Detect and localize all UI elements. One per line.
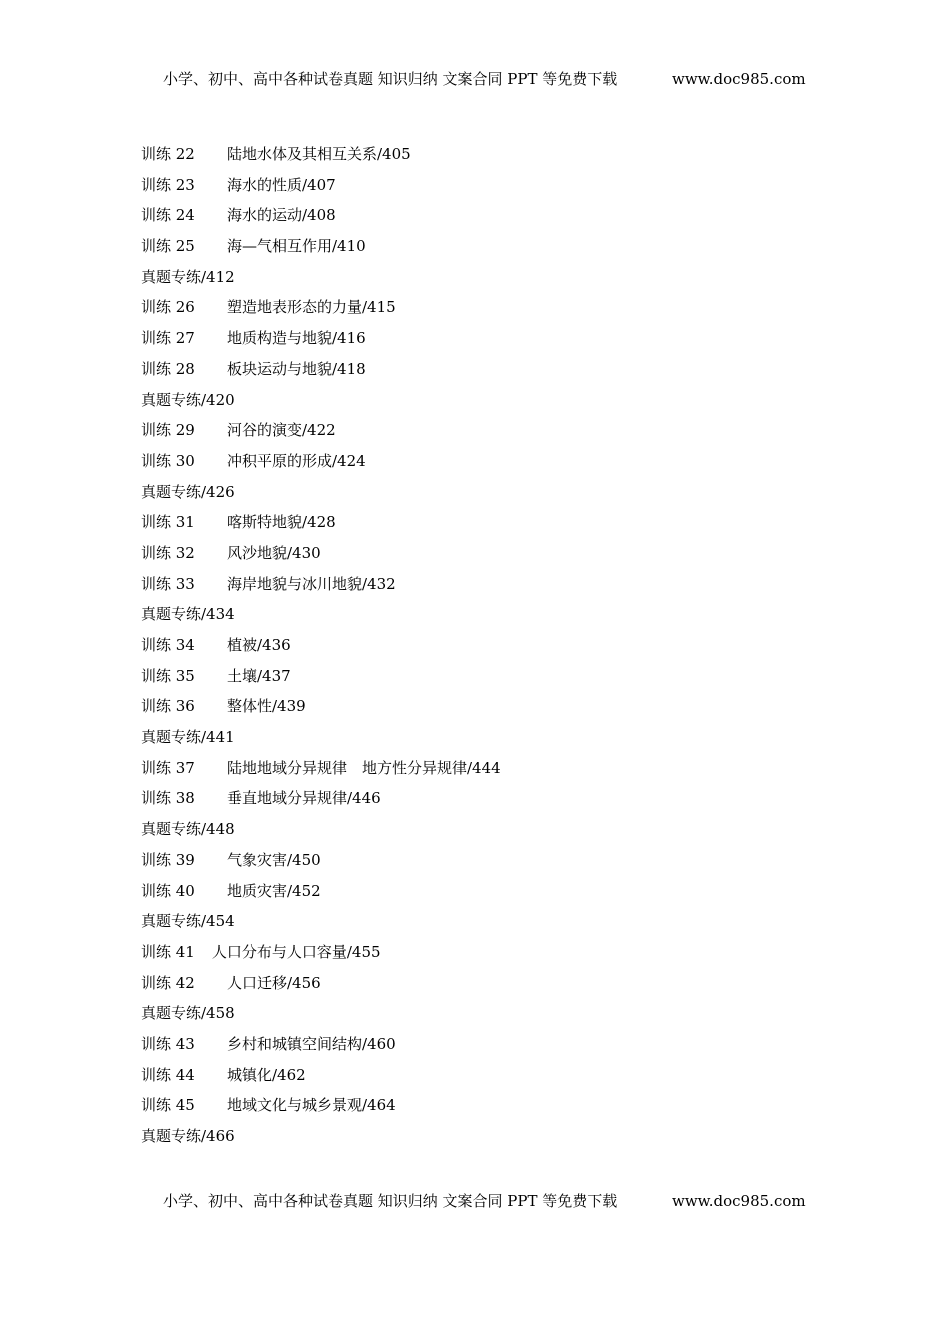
toc-entry-number: 训练 23 bbox=[141, 175, 195, 194]
toc-entry-title: 陆地地域分异规律 地方性分异规律/444 bbox=[227, 758, 501, 777]
toc-entry-number: 训练 24 bbox=[141, 206, 195, 225]
toc-entry-title: 真题专练/448 bbox=[141, 820, 235, 839]
toc-entry bbox=[141, 665, 841, 696]
toc-entry-title: 真题专练/426 bbox=[141, 482, 235, 501]
toc-entry bbox=[141, 235, 841, 266]
toc-entry bbox=[141, 542, 841, 573]
toc-entry-number: 训练 40 bbox=[141, 881, 195, 900]
toc-entry-title: 垂直地域分异规律/446 bbox=[227, 789, 381, 808]
toc-entry-number: 训练 43 bbox=[141, 1034, 195, 1053]
toc-entry-title: 海水的运动/408 bbox=[227, 206, 336, 225]
toc-entry-number: 训练 34 bbox=[141, 636, 195, 654]
toc-entry-title: 海—气相互作用/410 bbox=[227, 237, 366, 256]
toc-entry-title: 气象灾害/450 bbox=[227, 850, 321, 869]
toc-entry bbox=[141, 296, 841, 327]
header-site-link[interactable]: www.doc985.com bbox=[672, 70, 806, 88]
toc-entry-title: 塑造地表形态的力量/415 bbox=[227, 298, 396, 317]
toc-entry-number: 训练 29 bbox=[141, 421, 195, 440]
toc-entry-title: 真题专练/458 bbox=[141, 1004, 235, 1023]
toc-entry bbox=[141, 1033, 841, 1064]
toc-entry-title: 冲积平原的形成/424 bbox=[227, 451, 366, 470]
footer-text: 小学、初中、高中各种试卷真题 知识归纳 文案合同 PPT 等免费下载 bbox=[163, 1192, 618, 1210]
toc-entry bbox=[141, 634, 841, 665]
toc-entry bbox=[141, 573, 841, 604]
toc-entry-number: 训练 35 bbox=[141, 666, 195, 685]
footer-site-link[interactable]: www.doc985.com bbox=[672, 1192, 806, 1210]
toc-entry-title: 人口迁移/456 bbox=[227, 973, 321, 992]
toc-entry-title: 喀斯特地貌/428 bbox=[227, 513, 336, 532]
toc-entry-title: 城镇化/462 bbox=[227, 1065, 306, 1084]
toc-entry-number: 训练 45 bbox=[141, 1096, 195, 1115]
toc-entry bbox=[141, 419, 841, 450]
toc-review-entry bbox=[141, 1125, 841, 1156]
header-text: 小学、初中、高中各种试卷真题 知识归纳 文案合同 PPT 等免费下载 bbox=[163, 70, 618, 88]
toc-entry bbox=[141, 327, 841, 358]
toc-entry-title: 整体性/439 bbox=[227, 697, 306, 716]
toc-entry-title: 真题专练/420 bbox=[141, 390, 235, 409]
toc-entry bbox=[141, 787, 841, 818]
toc-entry-title: 真题专练/434 bbox=[141, 605, 235, 624]
toc-entry-title: 河谷的演变/422 bbox=[227, 421, 336, 440]
toc-entry bbox=[141, 358, 841, 389]
toc-entry-number: 训练 27 bbox=[141, 329, 195, 348]
toc-entry-number: 训练 26 bbox=[141, 298, 195, 317]
toc-entry bbox=[141, 849, 841, 880]
toc-entry-number: 训练 39 bbox=[141, 850, 195, 869]
toc-entry-number: 训练 22 bbox=[141, 145, 195, 163]
toc-entry bbox=[141, 1094, 841, 1125]
toc-entry-title: 真题专练/454 bbox=[141, 912, 235, 931]
toc-entry-title: 地质构造与地貌/416 bbox=[227, 329, 366, 348]
toc-entry-title: 陆地水体及其相互关系/405 bbox=[227, 145, 411, 163]
toc-review-entry bbox=[141, 910, 841, 941]
toc-entry-title: 真题专练/412 bbox=[141, 267, 235, 286]
page-footer bbox=[163, 1191, 806, 1211]
toc-entry bbox=[141, 972, 841, 1003]
toc-entry-title: 人口分布与人口容量/455 bbox=[211, 942, 381, 961]
toc-entry bbox=[141, 941, 841, 972]
toc-entry bbox=[141, 1064, 841, 1095]
toc-entry-title: 海岸地貌与冰川地貌/432 bbox=[227, 574, 396, 593]
toc-entry-title: 风沙地貌/430 bbox=[227, 543, 321, 562]
toc-entry-number: 训练 44 bbox=[141, 1065, 195, 1084]
toc-entry-number: 训练 32 bbox=[141, 543, 195, 562]
toc-entry bbox=[141, 511, 841, 542]
toc-entry-number: 训练 41 bbox=[141, 942, 195, 961]
toc-entry-title: 地质灾害/452 bbox=[227, 881, 321, 900]
toc-entry-title: 真题专练/441 bbox=[141, 728, 235, 747]
toc-review-entry bbox=[141, 818, 841, 849]
toc-review-entry bbox=[141, 1002, 841, 1033]
toc-entry bbox=[141, 204, 841, 235]
toc-review-entry bbox=[141, 389, 841, 420]
toc-entry-title: 地域文化与城乡景观/464 bbox=[227, 1096, 396, 1115]
toc-review-entry bbox=[141, 481, 841, 512]
table-of-contents bbox=[141, 143, 841, 1156]
toc-review-entry bbox=[141, 266, 841, 297]
toc-entry bbox=[141, 695, 841, 726]
toc-entry-number: 训练 38 bbox=[141, 789, 195, 808]
toc-entry-title: 乡村和城镇空间结构/460 bbox=[227, 1034, 396, 1053]
toc-entry bbox=[141, 757, 841, 788]
toc-entry-number: 训练 37 bbox=[141, 758, 195, 777]
toc-entry-title: 土壤/437 bbox=[227, 666, 291, 685]
toc-entry-number: 训练 33 bbox=[141, 574, 195, 593]
toc-entry-number: 训练 31 bbox=[141, 513, 195, 532]
toc-entry-title: 海水的性质/407 bbox=[227, 175, 336, 194]
toc-entry-title: 植被/436 bbox=[227, 636, 291, 654]
toc-entry bbox=[141, 880, 841, 911]
toc-entry-number: 训练 30 bbox=[141, 451, 195, 470]
toc-entry bbox=[141, 143, 841, 174]
toc-entry-number: 训练 42 bbox=[141, 973, 195, 992]
toc-entry bbox=[141, 450, 841, 481]
toc-review-entry bbox=[141, 603, 841, 634]
toc-entry-number: 训练 28 bbox=[141, 359, 195, 378]
toc-entry bbox=[141, 174, 841, 205]
toc-review-entry bbox=[141, 726, 841, 757]
toc-entry-number: 训练 25 bbox=[141, 237, 195, 256]
toc-entry-number: 训练 36 bbox=[141, 697, 195, 716]
toc-entry-title: 板块运动与地貌/418 bbox=[227, 359, 366, 378]
page-header bbox=[163, 69, 806, 89]
toc-entry-title: 真题专练/466 bbox=[141, 1127, 235, 1145]
